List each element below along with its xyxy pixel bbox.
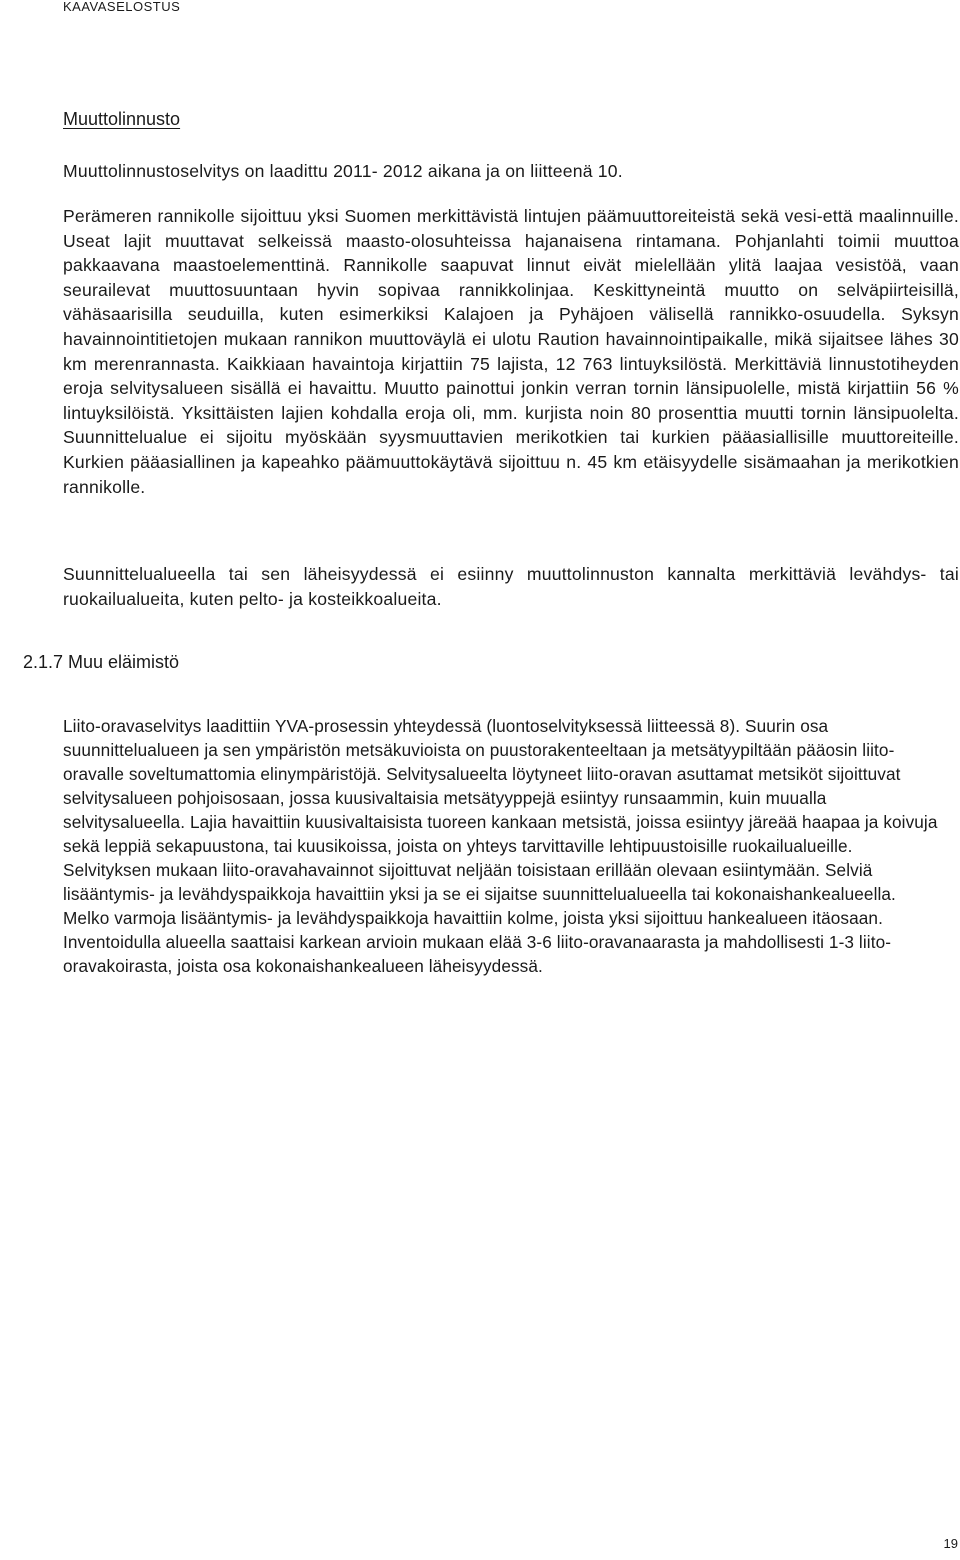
page-number: 19 xyxy=(943,1536,958,1551)
migration-paragraph: Perämeren rannikolle sijoittuu yksi Suomen merkittävistä lintujen päämuuttoreiteistä sekä vesi-että maalinnuille. Useat lajit muuttavat selkeissä maasto-olosuhteissa hajanaisena rintamana. Pohjanlahti toimii muuttoa pakkaavana maastoelementtinä. Rannikolle saapuvat linnut eivät mielellään ylitä laajaa vesistöä, vaan seurailevat muuttosuuntaan hyvin sopivaa rannikkolinjaa. Keskittyneintä muutto on selväpiirteisillä, vähäsaarisilla seuduilla, kuten esimerkiksi Kalajoen ja Pyhäjoen välisellä rannikko-osuudella. Syksyn havainnointitietojen mukaan rannikon muuttoväylä ei ulotu Raution havainnointipaikalle, mikä sijaitsee lähes 30 km merenrannasta. Kaikkiaan havaintoja kirjattiin 75 lajista, 12 763 lintuyksilöstä. Merkittäviä linnustotiheyden eroja selvitysalueen sisällä ei havaittu. Muutto painottui jonkin verran tornin länsipuolelle, mistä kirjattiin 56 % lintuyksilöistä. Yksittäisten lajien kohdalla eroja oli, mm. kurjista noin 80 prosenttia muutti tornin länsipuolelta. Suunnittelualue ei sijoitu myöskään syysmuuttavien merikotkien tai kurkien pääasiallisille muuttoreiteille. Kurkien pääasiallinen ja kapeahko päämuuttokäytävä sijoittuu n. 45 km etäisyydelle sisämaahan ja merikotkien rannikolle. xyxy=(63,206,959,497)
running-header: KAAVASELOSTUS xyxy=(63,0,181,14)
subsection-heading xyxy=(0,650,179,674)
subsection-title: Muu eläimistö xyxy=(68,652,180,672)
section-heading: Muuttolinnusto xyxy=(63,109,181,129)
summary-paragraph: Suunnittelualueella tai sen läheisyydessä ei esiinny muuttolinnuston kannalta merkittäviä levähdys- tai ruokailualueita, kuten pelto- ja kosteikkoalueita. xyxy=(63,564,959,609)
subsection-number: 2.1.7 xyxy=(22,652,63,672)
intro-paragraph: Muuttolinnustoselvitys on laadittu 2011- 2012 aikana ja on liitteenä 10. xyxy=(63,161,623,181)
other-fauna-paragraph: Liito-oravaselvitys laadittiin YVA-prosessin yhteydessä (luontoselvityksessä liitteessä 8). Suurin osa suunnittelualueen ja sen ympäristön metsäkuvioista on puustorakenteeltaan ja metsätyypiltään pääosin liito-oravalle soveltumattomia elinympäristöjä. Selvitysalueelta löytyneet liito-oravan asuttamat metsiköt sijoittuvat selvitysalueen pohjoisosaan, jossa kuusivaltaisia metsätyyppejä esiintyy runsaammin, kuin muualla selvitysalueella. Lajia havaittiin kuusivaltaisista tuoreen kankaan metsistä, joissa esiintyy järeää haapaa ja koivuja sekä leppiä sekapuustona, tai kuusikoissa, joista on yhteys tarvittaville lehtipuustoisille ruokailualueille. Selvityksen mukaan liito-oravahavainnot sijoittuvat neljään toisistaan erillään olevaan esiintymään. Selviä lisääntymis- ja levähdyspaikkoja havaittiin yksi ja se ei sijaitse suunnittelualueella tai kokonaishankealueella. Melko varmoja lisääntymis- ja levähdyspaikkoja havaittiin kolme, joista yksi sijoittuu hankealueen itäosaan. Inventoidulla alueella saattaisi karkean arvioin mukaan elää 3-6 liito-oravanaarasta ja mahdollisesti 1-3 liito-oravakoirasta, joista osa kokonaishankealueen läheisyydessä. xyxy=(63,716,938,977)
